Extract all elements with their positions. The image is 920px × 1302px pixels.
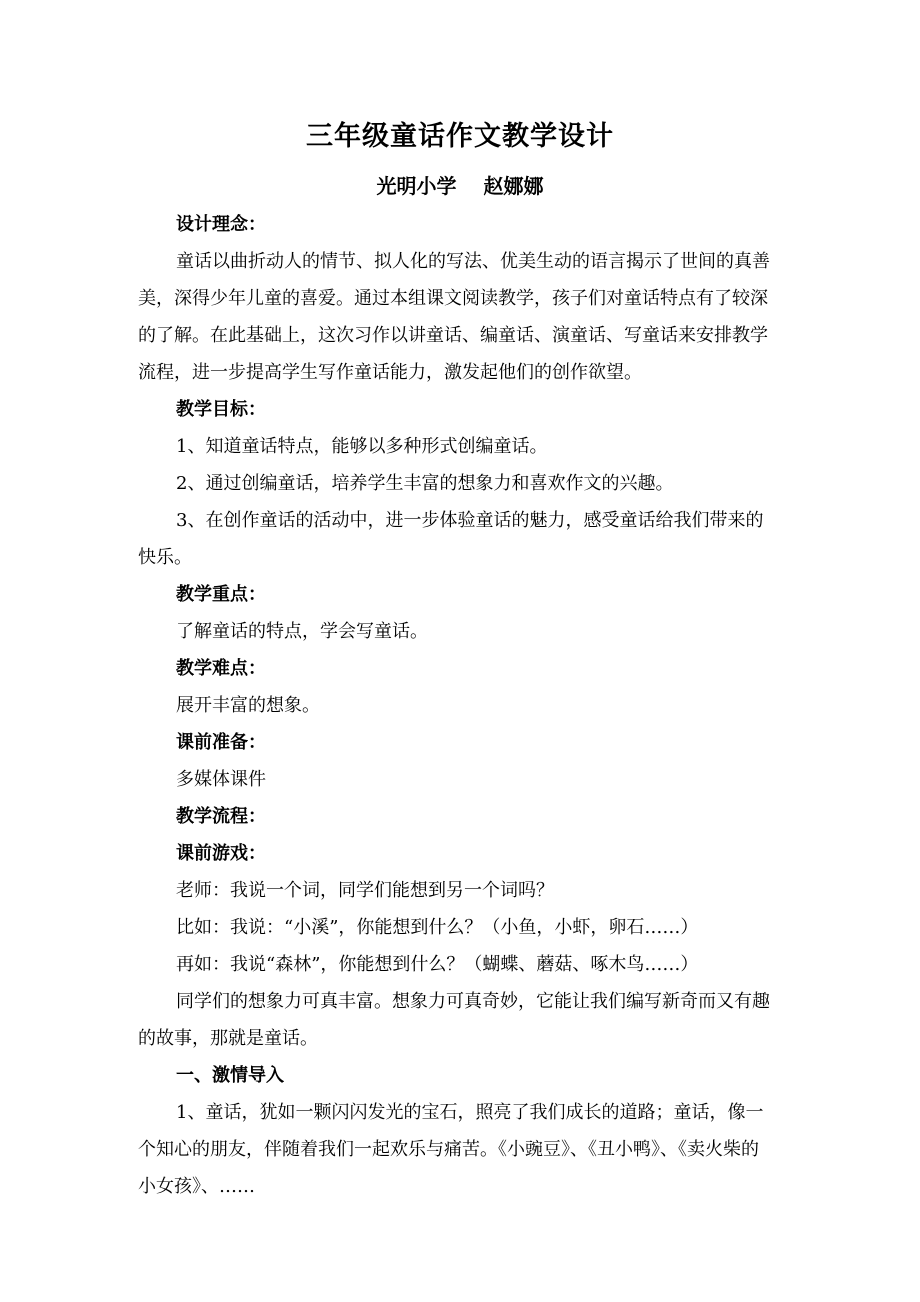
- text-line: 1、知道童话特点，能够以多种形式创编童话。: [176, 436, 548, 457]
- text-line: 展开丰富的想象。: [176, 695, 320, 716]
- text-line: 小女孩》、……: [138, 1176, 255, 1197]
- section-heading: [138, 650, 788, 687]
- paragraph: [138, 465, 788, 502]
- paragraph: [138, 502, 788, 576]
- section-heading: [138, 798, 788, 835]
- document-byline: [0, 170, 920, 199]
- text-line: 课前准备：: [176, 732, 266, 753]
- text-line: 个知心的朋友，伴随着我们一起欢乐与痛苦。《小豌豆》、《丑小鸭》、《卖火柴的: [138, 1139, 759, 1160]
- text-line: 课前游戏：: [176, 843, 266, 864]
- document-body: [138, 206, 788, 1205]
- section-heading: [138, 576, 788, 613]
- text-line: 了解童话的特点，学会写童话。: [176, 621, 428, 642]
- paragraph: [138, 872, 788, 909]
- text-line: 童话以曲折动人的情节、拟人化的写法、优美生动的语言揭示了世间的真善: [176, 251, 770, 272]
- text-line: 一、激情导入: [176, 1065, 284, 1086]
- text-line: 1、童话，犹如一颗闪闪发光的宝石，照亮了我们成长的道路；童话，像一: [176, 1102, 764, 1123]
- section-heading: [138, 391, 788, 428]
- text-line: 教学重点：: [176, 584, 266, 605]
- paragraph: [138, 1094, 788, 1205]
- section-heading: [138, 724, 788, 761]
- paragraph: [138, 428, 788, 465]
- text-line: 教学目标：: [176, 399, 266, 420]
- section-heading: [138, 1057, 788, 1094]
- text-line: 流程，进一步提高学生写作童话能力，激发起他们的创作欲望。: [138, 362, 642, 383]
- paragraph: [138, 946, 788, 983]
- paragraph: [138, 983, 788, 1057]
- text-line: 教学难点：: [176, 658, 266, 679]
- author-name: 赵娜娜: [483, 174, 544, 198]
- text-line: 老师：我说一个词，同学们能想到另一个词吗？: [176, 880, 554, 901]
- text-line: 快乐。: [138, 547, 192, 568]
- paragraph: [138, 687, 788, 724]
- school-name: 光明小学: [376, 174, 457, 198]
- text-line: 再如：我说“森林”，你能想到什么？（蝴蝶、蘑菇、啄木鸟……）: [176, 954, 699, 975]
- text-line: 教学流程：: [176, 806, 266, 827]
- section-heading: [138, 206, 788, 243]
- paragraph: [138, 613, 788, 650]
- paragraph: [138, 909, 788, 946]
- text-line: 的了解。在此基础上，这次习作以讲童话、编童话、演童话、写童话来安排教学: [138, 325, 768, 346]
- text-line: 比如：我说：“小溪”，你能想到什么？（小鱼，小虾，卵石……）: [176, 917, 699, 938]
- text-line: 2、通过创编童话，培养学生丰富的想象力和喜欢作文的兴趣。: [176, 473, 674, 494]
- text-line: 美，深得少年儿童的喜爱。通过本组课文阅读教学，孩子们对童话特点有了较深: [138, 288, 768, 309]
- paragraph: [138, 243, 788, 391]
- section-heading: [138, 835, 788, 872]
- text-line: 多媒体课件: [176, 769, 266, 790]
- paragraph: [138, 761, 788, 798]
- text-line: 设计理念：: [176, 214, 266, 235]
- document-title: 三年级童话作文教学设计: [306, 121, 614, 152]
- text-line: 同学们的想象力可真丰富。想象力可真奇妙，它能让我们编写新奇而又有趣: [176, 991, 770, 1012]
- text-line: 3、在创作童话的活动中，进一步体验童话的魅力，感受童话给我们带来的: [176, 510, 764, 531]
- text-line: 的故事，那就是童话。: [138, 1028, 318, 1049]
